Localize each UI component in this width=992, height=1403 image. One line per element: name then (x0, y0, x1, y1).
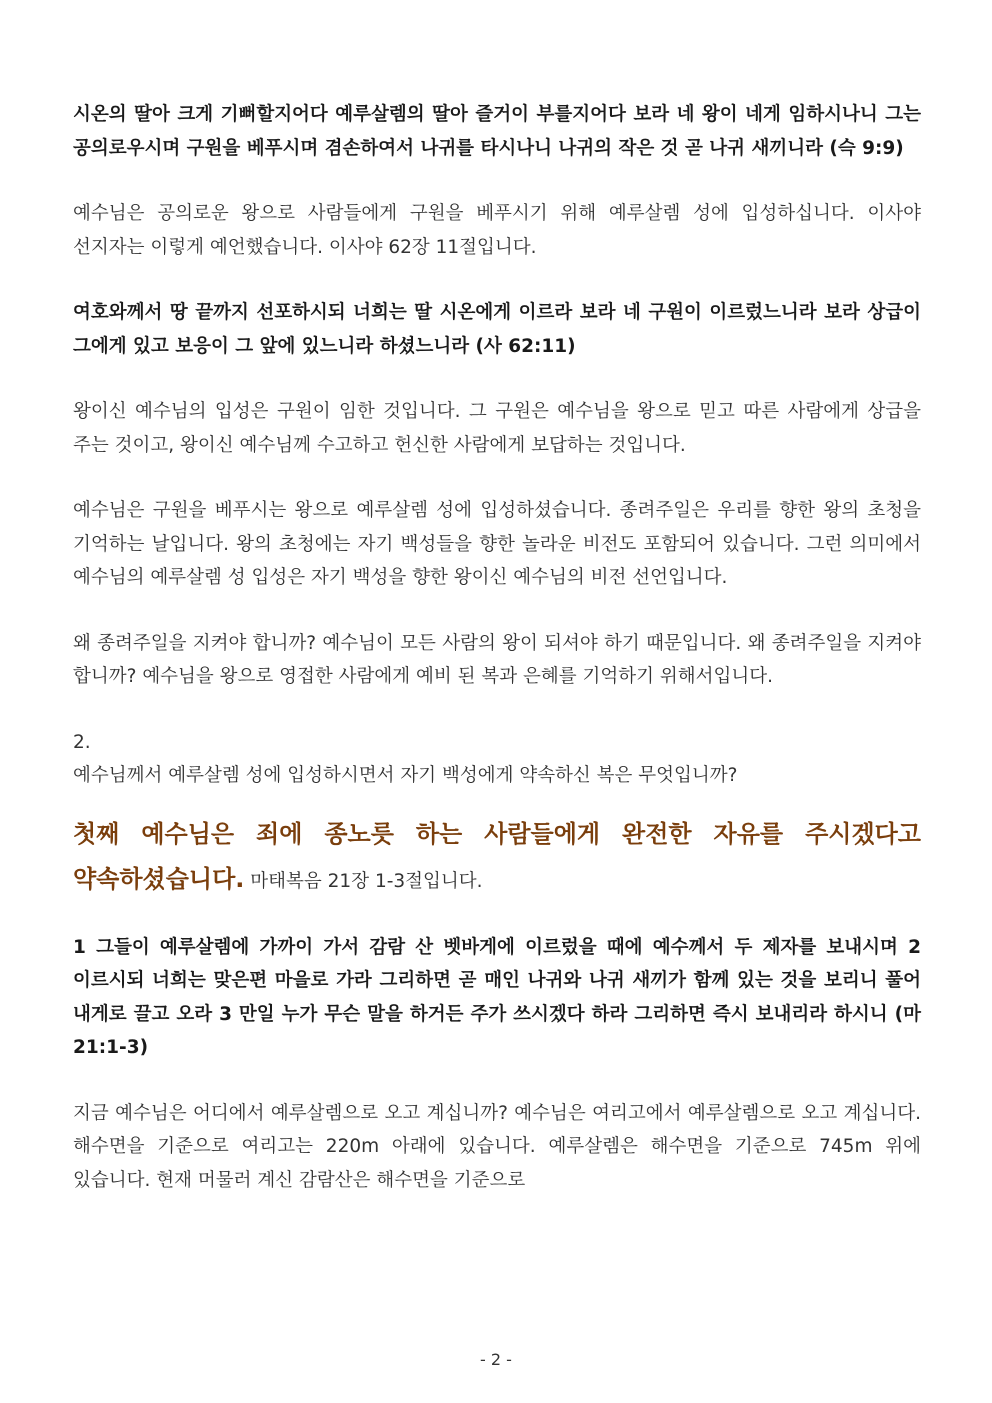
paragraph-jericho-to-jerusalem: 지금 예수님은 어디에서 예루살렘으로 오고 계십니까? 예수님은 여리고에서 예루살렘으로 오고 계십니다. 해수면을 기준으로 여리고는 220m 아래에 있습니다. 예루살렘은 해수면을 기준으로 745m 위에 있습니다. 현재 머물러 계신 감람산은 해수면을 기준으로 (73, 1102, 921, 1191)
paragraph-palm-sunday-vision: 예수님은 구원을 베푸시는 왕으로 예루살렘 성에 입성하셨습니다. 종려주일은 우리를 향한 왕의 초청을 기억하는 날입니다. 왕의 초청에는 자기 백성들을 향한 놀라운 비전도 포함되어 있습니다. 그런 의미에서 예수님의 예루살렘 성 입성은 자기 백성을 향한 왕이신 예수님의 비전 선언입니다. (73, 500, 921, 588)
paragraph-isaiah-intro: 예수님은 공의로운 왕으로 사람들에게 구원을 베푸시기 위해 예루살렘 성에 입성하십니다. 이사야 선지자는 이렇게 예언했습니다. 이사야 62장 11절입니다. (73, 203, 921, 258)
paragraph-why-palm-sunday: 왜 종려주일을 지켜야 합니까? 예수님이 모든 사람의 왕이 되셔야 하기 때문입니다. 왜 종려주일을 지켜야 합니까? 예수님을 왕으로 영접한 사람에게 예비 된 복과 은혜를 기억하기 위해서입니다. (73, 632, 921, 687)
document-page (73, 98, 921, 1197)
section-number: 2. (73, 731, 91, 753)
section-question (73, 726, 921, 793)
scripture-matthew-21-1-3: 1 그들이 예루살렘에 가까이 가서 감람 산 벳바게에 이르렀을 때에 예수께서 두 제자를 보내시며 2 이르시되 너희는 맞은편 마을로 가라 그리하면 곧 매인 나귀와 나귀 새끼가 함께 있는 것을 보리니 풀어 내게로 끌고 오라 3 만일 누가 무슨 말을 하거든 주가 쓰시겠다 하라 그리하면 즉시 보내리라 하시니 (마 21:1-3) (73, 936, 922, 1058)
paragraph-first-promise (73, 813, 921, 903)
paragraph-salvation: 왕이신 예수님의 입성은 구원이 임한 것입니다. 그 구원은 예수님을 왕으로 믿고 따른 사람에게 상급을 주는 것이고, 왕이신 예수님께 수고하고 헌신한 사람에게 보답하는 것입니다. (73, 401, 921, 456)
page-number: - 2 - (480, 1350, 512, 1369)
scripture-isaiah-62-11: 여호와께서 땅 끝까지 선포하시되 너희는 딸 시온에게 이르라 보라 네 구원이 이르렀느니라 보라 상급이 그에게 있고 보응이 그 앞에 있느니라 하셨느니라 (사 62:11) (73, 302, 921, 357)
first-promise-reference: 마태복음 21장 1-3절입니다. (244, 870, 483, 892)
first-promise-heading: 첫째 예수님은 죄에 종노릇 하는 사람들에게 완전한 자유를 주시겠다고 약속하셨습니다. (73, 819, 921, 893)
scripture-zechariah-9-9: 시온의 딸아 크게 기뻐할지어다 예루살렘의 딸아 즐거이 부를지어다 보라 네 왕이 네게 임하시나니 그는 공의로우시며 구원을 베푸시며 겸손하여서 나귀를 타시나니 나귀의 작은 것 곧 나귀 새끼니라 (슥 9:9) (73, 104, 921, 159)
section-question-text: 예수님께서 예루살렘 성에 입성하시면서 자기 백성에게 약속하신 복은 무엇입니까? (73, 765, 738, 786)
